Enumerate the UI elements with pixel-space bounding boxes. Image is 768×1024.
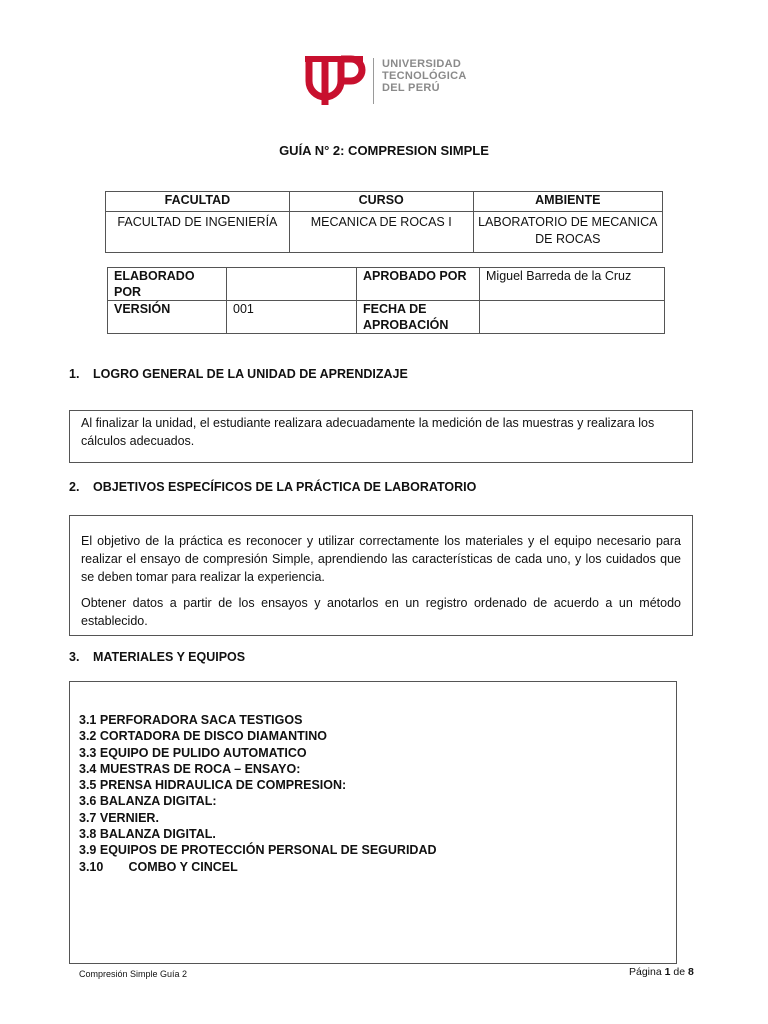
list-item bbox=[79, 810, 676, 826]
item-number: 3.10 bbox=[79, 859, 104, 874]
version-label: VERSIÓN bbox=[108, 301, 227, 334]
logo-line-3: DEL PERÚ bbox=[382, 82, 440, 94]
item-number: 3.6 bbox=[79, 794, 97, 809]
fecha-label: FECHA DE APROBACIÓN bbox=[357, 301, 480, 334]
page-number bbox=[629, 966, 694, 978]
elaborado-value bbox=[227, 268, 357, 301]
course-info-table bbox=[105, 191, 663, 253]
table-row bbox=[108, 268, 665, 301]
paragraph: El objetivo de la práctica es reconocer y utilizar correctamente los materiales y el equipo necesario para realizar el ensayo de compresión Simple, aprendiendo las características de cada uno, y los cuidados que se deben tomar para realizar la experiencia. bbox=[81, 534, 681, 584]
section-title: MATERIALES Y EQUIPOS bbox=[93, 650, 246, 664]
logo-line-2: TECNOLÓGICA bbox=[382, 70, 467, 82]
section-2-heading bbox=[69, 480, 476, 494]
item-number: 3.1 bbox=[79, 713, 97, 727]
paragraph: Al finalizar la unidad, el estudiante realizara adecuadamente la medición de las muestras y realizara los cálculos adecuados. bbox=[81, 416, 655, 448]
list-item bbox=[79, 712, 676, 728]
document-title: GUÍA N° 2: COMPRESION SIMPLE bbox=[279, 143, 489, 158]
aprobado-label: APROBADO POR bbox=[357, 268, 480, 301]
table-row bbox=[106, 192, 663, 212]
item-text: COMBO Y CINCEL bbox=[128, 859, 238, 874]
item-text: EQUIPO DE PULIDO AUTOMATICO bbox=[99, 745, 307, 760]
item-text: PERFORADORA SACA TESTIGOS bbox=[99, 713, 303, 727]
section-number: 3. bbox=[69, 650, 80, 664]
item-number: 3.7 bbox=[79, 810, 97, 825]
page-total: 8 bbox=[688, 966, 694, 978]
table-row bbox=[106, 212, 663, 253]
table-row bbox=[108, 301, 665, 334]
list-item bbox=[79, 826, 676, 842]
item-text: EQUIPOS DE PROTECCIÓN PERSONAL DE SEGURIDAD bbox=[99, 843, 437, 858]
value-curso: MECANICA DE ROCAS I bbox=[289, 212, 473, 253]
page-label: Página bbox=[629, 966, 662, 978]
version-value: 001 bbox=[227, 301, 357, 334]
document-meta-table bbox=[107, 267, 665, 334]
section-3-heading bbox=[69, 650, 245, 664]
list-item bbox=[79, 745, 676, 761]
section-1-box bbox=[69, 410, 693, 463]
item-text: CORTADORA DE DISCO DIAMANTINO bbox=[99, 729, 327, 744]
item-text: PRENSA HIDRAULICA DE COMPRESION: bbox=[99, 778, 347, 793]
list-item bbox=[79, 761, 676, 777]
item-number: 3.9 bbox=[79, 843, 97, 858]
footer-document-name: Compresión Simple Guía 2 bbox=[79, 969, 188, 979]
list-item bbox=[79, 777, 676, 793]
aprobado-value: Miguel Barreda de la Cruz bbox=[480, 268, 665, 301]
section-3-box bbox=[69, 681, 677, 964]
item-text: MUESTRAS DE ROCA – ENSAYO: bbox=[99, 761, 301, 776]
header-curso: CURSO bbox=[289, 192, 473, 212]
value-ambiente: LABORATORIO DE MECANICA DE ROCAS bbox=[473, 212, 662, 253]
section-title: LOGRO GENERAL DE LA UNIDAD DE APRENDIZAJE bbox=[93, 367, 408, 381]
section-number: 2. bbox=[69, 480, 80, 494]
section-1-heading bbox=[69, 367, 408, 381]
list-item bbox=[79, 842, 676, 858]
item-number: 3.5 bbox=[79, 778, 97, 793]
item-text: BALANZA DIGITAL: bbox=[99, 794, 217, 809]
item-number: 3.4 bbox=[79, 761, 97, 776]
item-text: VERNIER. bbox=[99, 810, 159, 825]
logo-line-1: UNIVERSIDAD bbox=[382, 58, 462, 70]
item-number: 3.2 bbox=[79, 729, 97, 744]
university-name bbox=[382, 58, 467, 94]
section-2-box bbox=[69, 515, 693, 636]
header-facultad: FACULTAD bbox=[106, 192, 290, 212]
page-of: de bbox=[673, 966, 686, 978]
item-text: BALANZA DIGITAL. bbox=[99, 827, 216, 842]
utp-logo-icon bbox=[305, 55, 367, 107]
paragraph: Obtener datos a partir de los ensayos y anotarlos en un registro ordenado de acuerdo a un método establecido. bbox=[81, 596, 681, 628]
elaborado-label: ELABORADO POR bbox=[108, 268, 227, 301]
list-item bbox=[79, 728, 676, 744]
header-ambiente: AMBIENTE bbox=[473, 192, 662, 212]
list-item bbox=[79, 859, 676, 875]
list-item bbox=[79, 793, 676, 809]
logo-divider bbox=[373, 58, 374, 104]
item-number: 3.3 bbox=[79, 745, 97, 760]
value-facultad: FACULTAD DE INGENIERÍA bbox=[106, 212, 290, 253]
item-number: 3.8 bbox=[79, 827, 97, 842]
fecha-value bbox=[480, 301, 665, 334]
section-title: OBJETIVOS ESPECÍFICOS DE LA PRÁCTICA DE LABORATORIO bbox=[93, 480, 477, 494]
page-current: 1 bbox=[664, 966, 671, 978]
section-number: 1. bbox=[69, 367, 80, 381]
